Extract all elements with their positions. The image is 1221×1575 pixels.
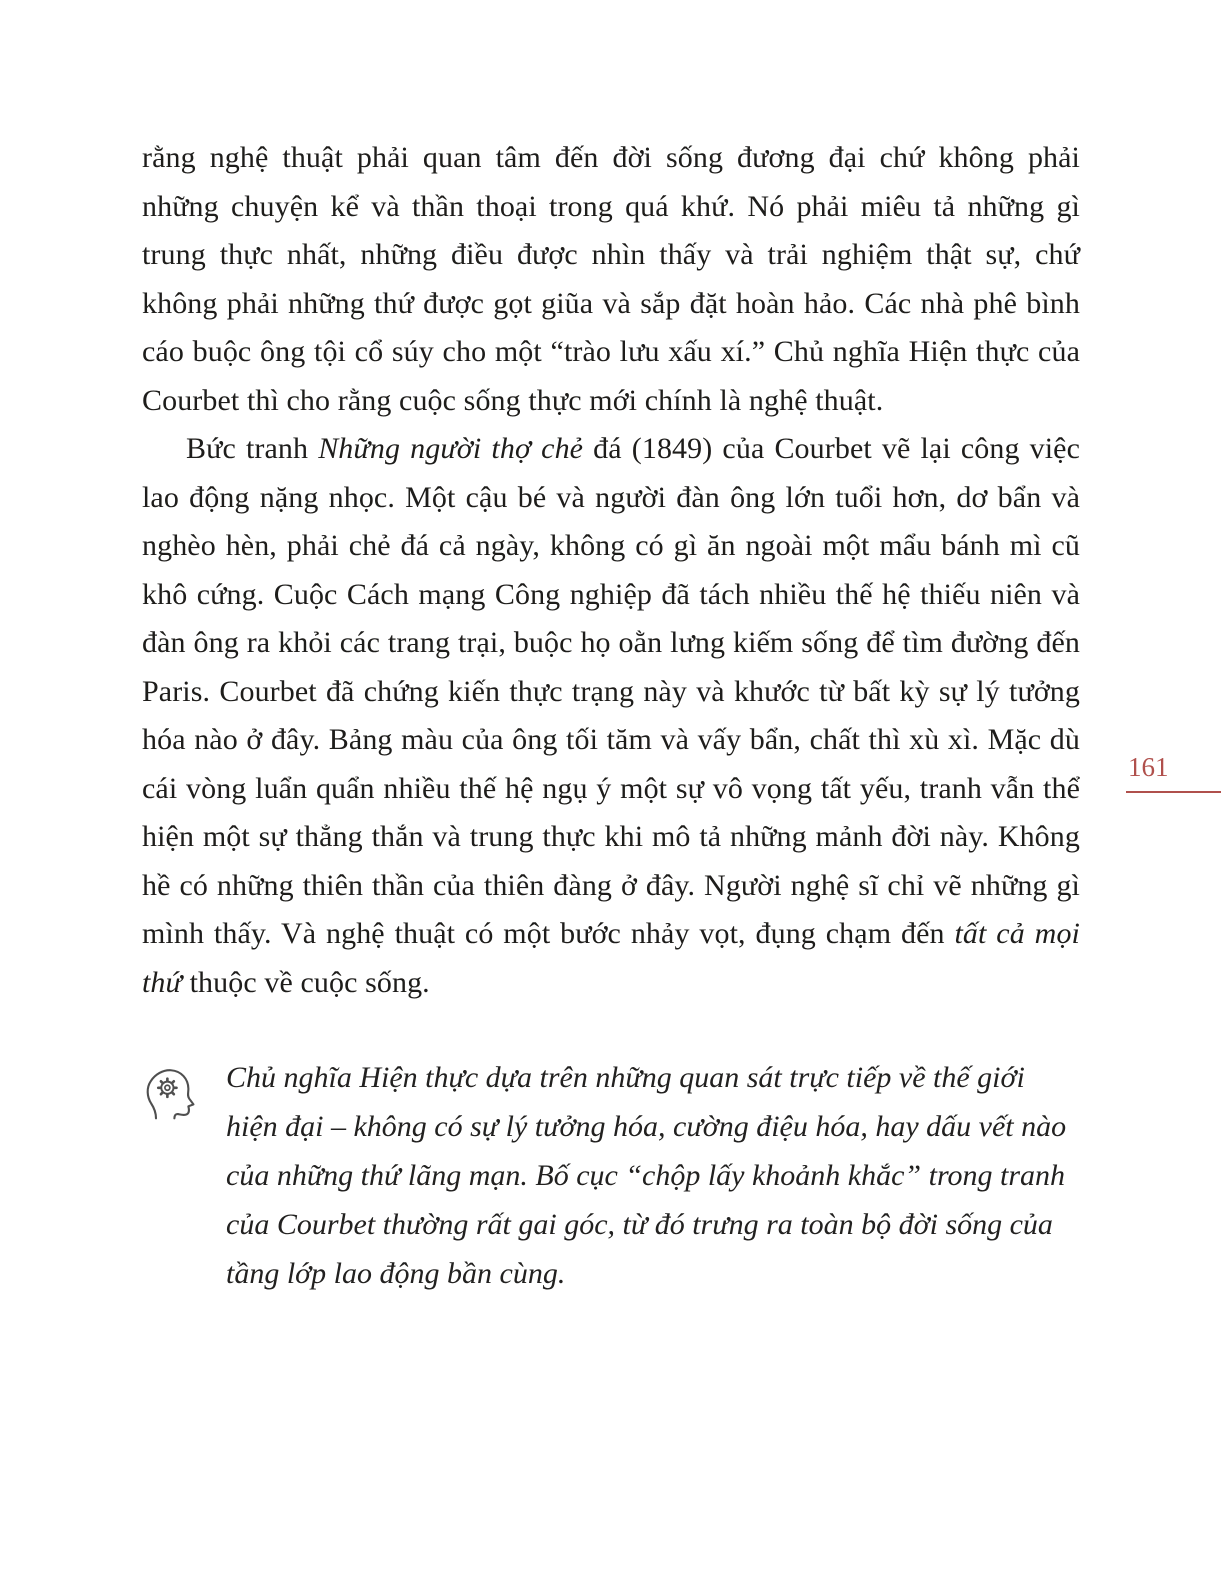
- paragraph: [142, 134, 1080, 425]
- callout-text: Chủ nghĩa Hiện thực dựa trên những quan sát trực tiếp về thế giới hiện đại – không có sự lý tưởng hóa, cường điệu hóa, hay dấu vết nào của những thứ lãng mạn. Bố cục “chộp lấy khoảnh khắc” trong tranh của Courbet thường rất gai góc, từ đó trưng ra toàn bộ đời sống của tầng lớp lao động bần cùng.: [226, 1061, 1067, 1290]
- page-number: 161: [1128, 752, 1169, 782]
- page-number-rule: [1126, 791, 1221, 793]
- italic-text: tất cả mọi thứ: [142, 917, 1080, 999]
- body-text: Bức tranh: [186, 432, 319, 465]
- body-text: rằng nghệ thuật phải quan tâm đến đời sống đương đại chứ không phải những chuyện kể và thần thoại trong quá khứ. Nó phải miêu tả những gì trung thực nhất, những điều được nhìn thấy và trải nghiệm thật sự, chứ không phải những thứ được gọt giũa và sắp đặt hoàn hảo. Các nhà phê bình cáo buộc ông tội cổ súy cho một “trào lưu xấu xí.” Chủ nghĩa Hiện thực của Courbet thì cho rằng cuộc sống thực mới chính là nghệ thuật.: [142, 141, 1080, 417]
- italic-text: Những người thợ chẻ: [318, 432, 584, 465]
- thinking-callout: [142, 1053, 1080, 1298]
- paragraph: [142, 425, 1080, 1007]
- body-text: thuộc về cuộc sống.: [182, 965, 430, 999]
- body-text: đá (1849) của Courbet vẽ lại công việc lao động nặng nhọc. Một cậu bé và người đàn ông lớn tuổi hơn, dơ bẩn và nghèo hèn, phải chẻ đá cả ngày, không có gì ăn ngoài một mẩu bánh mì cũ khô cứng. Cuộc Cách mạng Công nghiệp đã tách nhiều thế hệ thiếu niên và đàn ông ra khỏi các trang trại, buộc họ oằn lưng kiếm sống để tìm đường đến Paris. Courbet đã chứng kiến thực trạng này và khước từ bất kỳ sự lý tưởng hóa nào ở đây. Bảng màu của ông tối tăm và vấy bẩn, chất thì xù xì. Mặc dù cái vòng luẩn quẩn nhiều thế hệ ngụ ý một sự vô vọng tất yếu, tranh vẫn thể hiện một sự thẳng thắn và trung thực khi mô tả những mảnh đời này. Không hề có những thiên thần của thiên đàng ở đây. Người nghệ sĩ chỉ vẽ những gì mình thấy. Và nghệ thuật có một bước nhảy vọt, đụng chạm đến: [142, 432, 1080, 950]
- head-gear-icon: [142, 1059, 198, 1127]
- article-body: [142, 134, 1080, 1007]
- text-column: [142, 134, 1080, 1298]
